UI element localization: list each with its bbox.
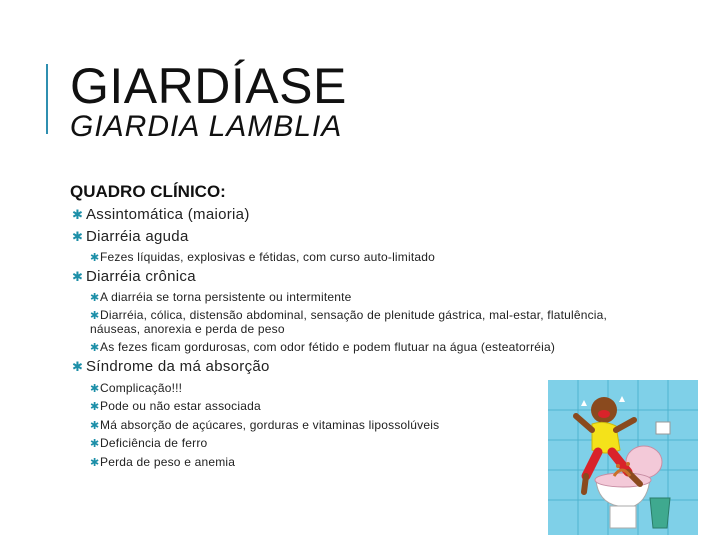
bullet-icon: ✱ [72, 207, 84, 222]
bullet-icon: ✱ [90, 401, 100, 413]
bullet-icon: ✱ [90, 438, 100, 450]
section-heading: QUADRO CLÍNICO: [70, 182, 226, 201]
slide-title: GIARDÍASE [70, 58, 347, 114]
sub-list-item: ✱As fezes ficam gordurosas, com odor fétido e podem flutuar na água (esteatorréia) [90, 340, 556, 354]
sub-list-item: ✱Perda de peso e anemia [90, 455, 236, 469]
bullet-icon: ✱ [90, 457, 100, 469]
sub-list-item: ✱Fezes líquidas, explosivas e fétidas, com curso auto-limitado [90, 250, 436, 264]
sub-list-item: ✱Pode ou não estar associada [90, 399, 261, 413]
slide-subtitle: GIARDIA LAMBLIA [70, 110, 343, 143]
list-item: ✱ Diarréia crônica [72, 268, 196, 285]
bullet-icon: ✱ [90, 420, 100, 432]
cartoon-person-on-toilet-icon [548, 380, 698, 535]
sub-list-item: ✱Deficiência de ferro [90, 436, 208, 450]
bullet-icon: ✱ [72, 269, 84, 284]
bullet-icon: ✱ [90, 310, 100, 322]
bullet-icon: ✱ [90, 342, 100, 354]
bullet-icon: ✱ [72, 359, 84, 374]
bullet-icon: ✱ [90, 252, 100, 264]
bullet-icon: ✱ [72, 229, 84, 244]
bullet-icon: ✱ [90, 292, 100, 304]
sub-list-item: ✱Diarréia, cólica, distensão abdominal, sensação de plenitude gástrica, mal-estar, flatulência, náuseas, anorexia e perda de peso [90, 308, 608, 336]
sub-list-item: ✱Complicação!!! [90, 381, 183, 395]
bullet-icon: ✱ [90, 383, 100, 395]
list-item: ✱ Assintomática (maioria) [72, 206, 250, 223]
sub-list-item: ✱A diarréia se torna persistente ou intermitente [90, 290, 352, 304]
list-item: ✱ Síndrome da má absorção [72, 358, 270, 375]
sub-list-item: ✱Má absorção de açúcares, gorduras e vitaminas lipossolúveis [90, 418, 440, 432]
title-accent-bar [46, 64, 48, 134]
list-item: ✱ Diarréia aguda [72, 228, 189, 245]
